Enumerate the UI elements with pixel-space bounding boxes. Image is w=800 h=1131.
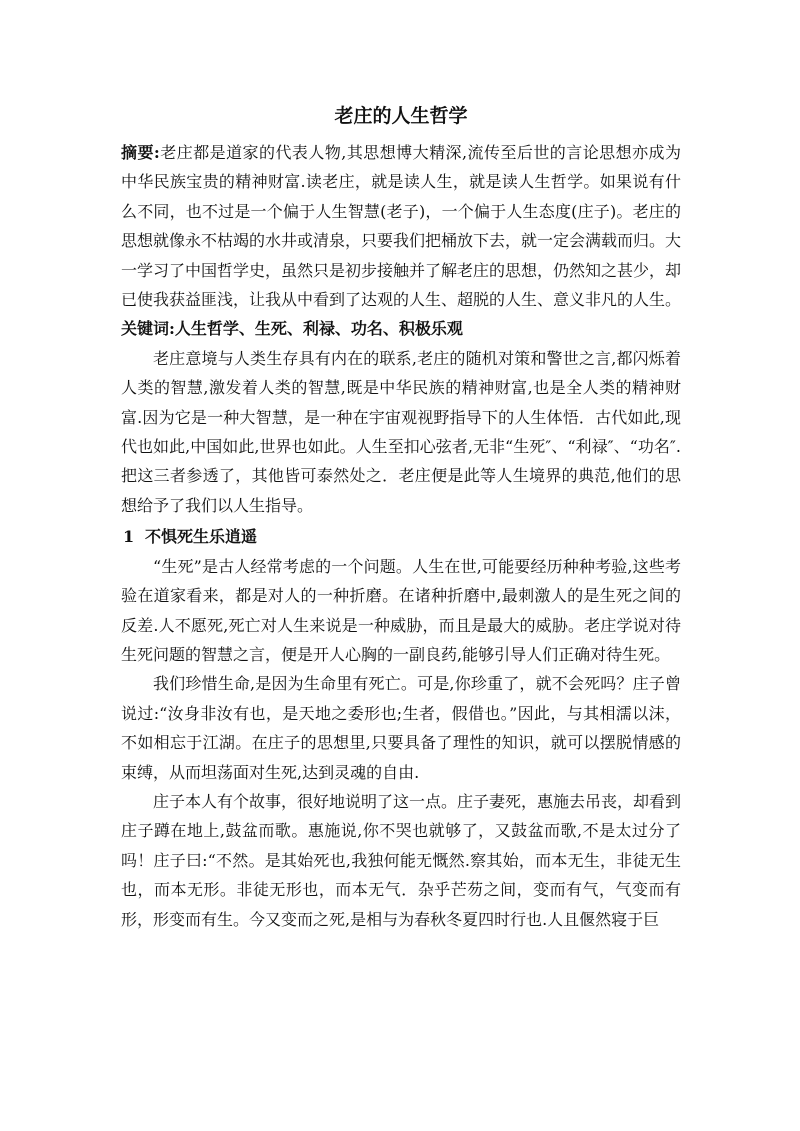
abstract-text: 老庄都是道家的代表人物,其思想博大精深,流传至后世的言论思想亦成为中华民族宝贵的精神财富.读老庄，就是读人生，就是读人生哲学。如果说有什么不同，也不过是一个偏于人生智慧(老子)，一个偏于人生态度(庄子)。老庄的思想就像永不枯竭的水井或清泉，只要我们把桶放下去，就一定会满载而归。大一学习了中国哲学史，虽然只是初步接触并了解老庄的思想，仍然知之甚少，却已使我获益匪浅，让我从中看到了达观的人生、超脱的人生、意义非凡的人生。 xyxy=(121,143,682,310)
abstract-paragraph xyxy=(121,138,681,314)
body-paragraph: 我们珍惜生命,是因为生命里有死亡。可是,你珍重了，就不会死吗？庄子曾说过:“汝身非汝有也，是天地之委形也;生者，假借也。”因此，与其相濡以沫，不如相忘于江湖。在庄子的思想里,只要具备了理性的知识，就可以摆脱情感的束缚，从而坦荡面对生死,达到灵魂的自由. xyxy=(121,674,681,782)
abstract-label: 摘要: xyxy=(121,143,160,162)
section-number: 1 xyxy=(123,527,135,547)
intro-paragraph: 老庄意境与人类生存具有内在的联系,老庄的随机对策和警世之言,都闪烁着人类的智慧,激发着人类的智慧,既是中华民族的精神财富,也是全人类的精神财富.因为它是一种大智慧，是一种在宇宙观视野指导下的人生体悟．古代如此,现代也如此,中国如此,世界也如此。人生至扣心弦者,无非“生死″、“利禄″、“功名″.把这三者参透了，其他皆可泰然处之．老庄便是此等人生境界的典范,他们的思想给予了我们以人生指导。 xyxy=(121,348,681,515)
keywords-line xyxy=(121,314,681,343)
document-title: 老庄的人生哲学 xyxy=(334,105,468,127)
section-title: 不惧死生乐逍遥 xyxy=(145,527,258,547)
body-paragraph: “生死”是古人经常考虑的一个问题。人生在世,可能要经历种种考验,这些考验在道家看来，都是对人的一种折磨。在诸种折磨中,最刺激人的是生死之间的反差.人不愿死,死亡对人生来说是一种威胁，而且是最大的威胁。老庄学说对待生死问题的智慧之言，便是开人心胸的一副良药,能够引导人们正确对待生死。 xyxy=(121,556,681,664)
keywords-text: 人生哲学、生死、利禄、功名、积极乐观 xyxy=(174,319,463,339)
section-heading xyxy=(121,522,681,551)
body-paragraph: 庄子本人有个故事，很好地说明了这一点。庄子妻死，惠施去吊丧，却看到庄子蹲在地上,鼓盆而歌。惠施说,你不哭也就够了，又鼓盆而歌,不是太过分了吗！庄子曰:“不然。是其始死也,我独何能无慨然.察其始，而本无生，非徒无生也，而本无形。非徒无形也，而本无气．杂乎芒芴之间，变而有气，气变而有形，形变而有生。今又变而之死,是相与为春秋冬夏四时行也.人且偃然寝于巨 xyxy=(121,791,682,929)
document-body xyxy=(121,102,681,934)
keywords-label: 关键词: xyxy=(121,319,175,339)
